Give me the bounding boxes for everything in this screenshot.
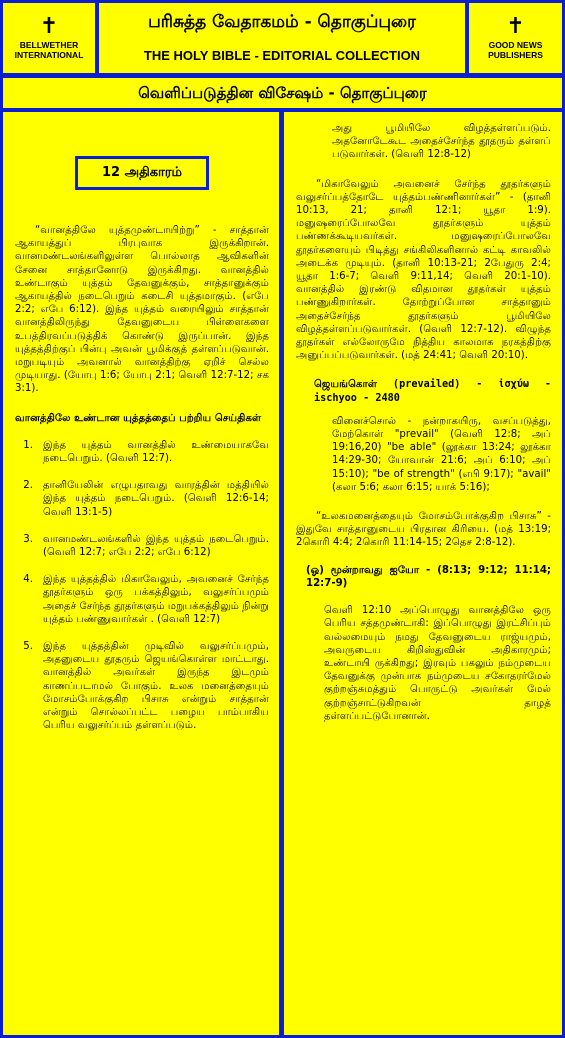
deceiver-paragraph: “உலகமனைத்தையும் மோசம்போக்குகிற பிசாசு” - இதுவே சாத்தானுடைய பிரதான கிரியை. (மத் 13:19; 2கொரி 4:4; 2கொரி 11:14-15; 2தெச 2:8-12). [296,511,551,549]
logo-left-text: BELLWETHER INTERNATIONAL [14,40,84,60]
title-box [99,3,465,73]
publisher-logo-right [469,3,562,73]
logo-right-text: GOOD NEWS PUBLISHERS [488,40,543,60]
word-definition: வினைச்சொல் - நன்றாகயிரு, வசப்படுத்து, மேற்கொள் "prevail" (வெளி 12:8; அப் 19:16,20) "be able" (லூக்கா 13:24; லூக்கா 14:29-30; யோவான் 21:6; அப் 6:10; அப் 15:10); "be of strength" (எபி 9:17); "avail" (கலா 5:6; கலா 6:15; யாக் 5:16); [332,415,551,493]
page-title-tamil: பரிசுத்த வேதாகமம் - தொகுப்புரை [148,12,416,32]
section-heading: வானத்திலே உண்டான யுத்தத்தைப் பற்றிய செய்திகள் [15,412,262,424]
right-column [284,112,562,1035]
publisher-logo-left [3,3,95,73]
list-item: 4. இந்த யுத்தத்தில் மிகாவேலும், அவனைச் சேர்ந்த தூதர்களும் ஒரு பக்கத்திலும், வலுசர்ப்பமும் அதைச் சேர்ந்த தூதர்களும் மறுபக்கத்திலும் நின்று யுத்தம் பண்ணுவார்கள் . (வெளி 12:7) [23,574,269,625]
list-item: 2. தானியேலின் எழுபதாவது வாரத்தின் மத்தியில் இந்த யுத்தம் நடைபெறும். (வெளி 12:6-14; வெளி 13:1-5) [23,480,269,518]
list-item: 5. இந்த யுத்தத்தின் முடிவில் வலுசர்ப்பமும், அதனுடைய தூதரும் ஜெயங்கொள்ள மாட்டாது. வானத்தில் அவர்கள் இருந்த இடமும் காணப்படாமல் போகும். உலக மனைத்தையும் மோசம்போக்குகிற பிசாசு என்றும் சாத்தான் என்றும் சொல்லப்பட்ட பழைய பாம்பாகிய பெரிய வலுசர்ப்பம் தள்ளப்படும். [23,641,269,732]
michael-paragraph: “மிகாவேலும் அவனைச் சேர்ந்த தூதர்களும் வலுசர்ப்பத்தோடே யுத்தம்பண்ணினார்கள்” - (தானி 10:13, 21; தானி 12:1; யூதா 1:9). மனுஷரைப்போலவே தூதர்களும் யுத்தம் பண்ணக்கூடியவர்கள். மனுஷரைப்போலவே தூதர்களையும் பிடித்து சங்கிலிகளினால் கட்டி காவலில் அடைக்க முடியும். (தானி 10:13-21; 2பேதுரு 2:4; யூதா 1:6-7; வெளி 9:11,14; வெளி 20:1-10). வானத்தில் இரண்டு விதமான தூதர்கள் யுத்தம் பண்ணுகிறார்கள். தோற்றுப்போன சாத்தானும் அதைச்சேர்ந்த தூதர்களும் பூமியிலே விழத்தள்ளப்படுவார்கள். (வெளி 12:7-12). விழுந்த தூதர்கள் எல்லோருமே நித்திய காலமாக நரகத்திற்கு அனுப்பப்படுவார்கள். (மத் 24:41; வெளி 20:10). [296,178,551,362]
rev-12-10-paragraph: வெளி 12:10 அப்பொழுது வானத்திலே ஒரு பெரிய சத்தமுண்டாகி: இப்பொழுது இரட்சிப்பும் வல்லமையும் நமது தேவனுடைய ராஜ்யமும், அவருடைய கிறிஸ்துவின் அதிகாரமும்; உண்டாயி ருக்கிறது; இரவும் பகலும் நம்முடைய தேவனுக்கு முன்பாக நம்முடைய சகோதரர்மேல் குற்றஞ்சுமத்தும் பொருட்டு அவர்கள் மேல் குற்றஞ்சாட்டுகிறவன் தாழத் தள்ளப்பட்டுபோனான். [324,605,551,722]
chapter-heading: 12 அதிகாரம் [75,156,209,190]
book-subtitle: வெளிப்படுத்தின விசேஷம் - தொகுப்புரை [3,78,562,108]
continued-paragraph: அது பூமியிலே விழத்தள்ளப்படும். அதனோடேகூட அதைச்சேர்ந்த தூதரும் தள்ளப் படுவார்கள். (வெளி 12:8-12) [332,123,551,161]
list-item: 3. வானமண்டலங்களில் இந்த யுத்தம் நடைபெறும். (வெளி 12:7; எபே 2:2; எபே 6:12) [23,533,269,559]
cross-icon: ✝ [506,14,525,39]
left-column [3,112,279,1035]
intro-paragraph: “வானத்திலே யுத்தமுண்டாயிற்று” - சாத்தான் ஆகாயத்துப் பிரபுவாக இருக்கிறான். வானமண்டலங்களிலுள்ள பொல்லாத ஆவிகளின் சேனை சாத்தானோடு இருக்கிறது. வானத்தில் உண்டாகும் யுத்தம் தேவனுக்கும், சாத்தானுக்கும் ஆகாயத்தில் நடைபெறும் கடைசி யுத்தமாகும். (எபே 2:2; எபே 6:12). இந்த யுத்தம் வரையிலும் சாத்தான் வானத்திலிருந்து தேவனுடைய பிள்ளைகளை உபத்திரவப்படுத்திக் கொண்டு இருப்பான். இந்த யுத்தத்திற்குப் பின்பு அவன் பூமிக்குத் தள்ளப்படுவான். மறுபடியும் அவனால் வானத்திற்கு ஏறிச் செல்ல முடியாது. (யோபு 1:6; யோபு 2:1; வெளி 12:7-12; சக 3:1). [15,225,269,395]
word-study-line: ஜெயங்கொள் (prevailed) - ἰσχύω - ischyoo - 2480 [314,379,551,404]
cross-icon: ✝ [39,14,59,39]
page-title-english: THE HOLY BIBLE - EDITORIAL COLLECTION [143,48,421,63]
list-item: 1. இந்த யுத்தம் வானத்தில் உண்மையாகவே நடைபெறும். (வெளி 12:7). [23,439,269,465]
news-list [15,439,269,733]
third-woe-heading: (ஓ) மூன்றாவது ஐயோ - (8:13; 9:12; 11:14; 12:7-9) [306,564,551,589]
